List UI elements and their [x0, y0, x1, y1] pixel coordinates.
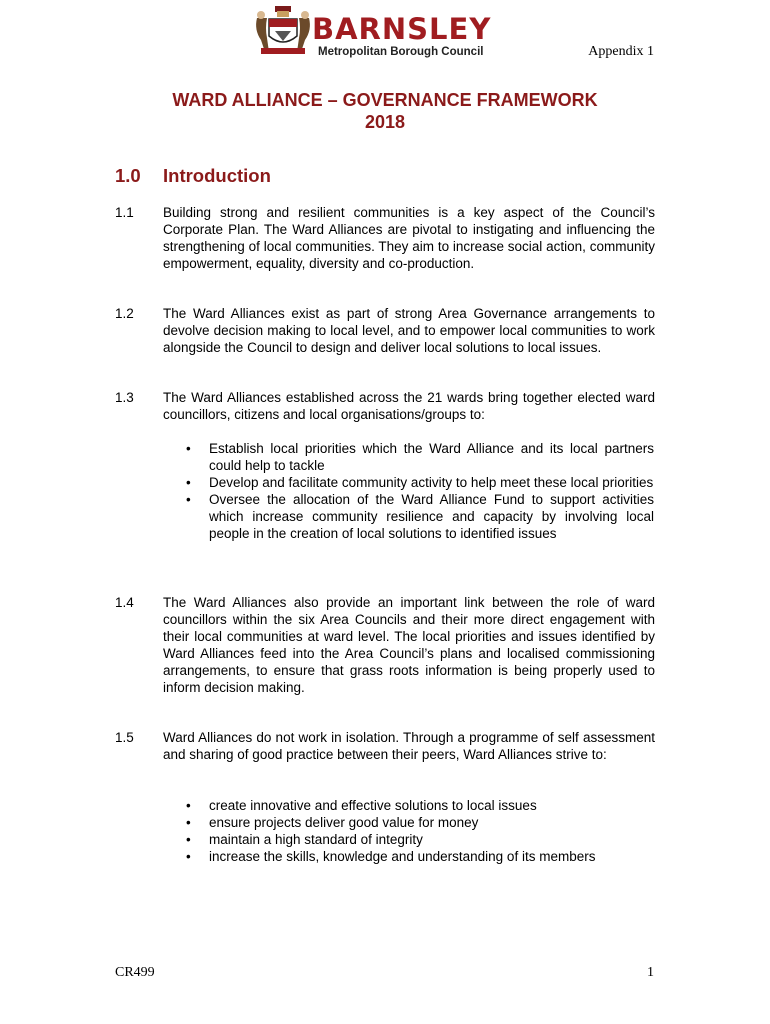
paragraph-number: 1.5: [115, 730, 134, 745]
section-heading: [115, 165, 271, 187]
bullet-list: [186, 797, 654, 865]
paragraph-text: The Ward Alliances also provide an important link between the role of ward councillors within the six Area Councils and their more direct engagement with their local communities at ward level. The local priorities and issues identified by Ward Alliances feed into the Area Council’s plans and localised commissioning arrangements, to ensure that grass roots information is being properly used to inform decision making.: [163, 595, 655, 695]
list-item: • Establish local priorities which the Ward Alliance and its local partners could help to tackle: [186, 440, 654, 474]
paragraph: [115, 305, 655, 356]
paragraph-text: The Ward Alliances established across the 21 wards bring together elected ward councillors, citizens and local organisations/groups to:: [163, 390, 655, 422]
paragraph-text: Ward Alliances do not work in isolation. Through a programme of self assessment and sharing of good practice between their peers, Ward Alliances strive to:: [163, 730, 655, 762]
list-item: • maintain a high standard of integrity: [186, 831, 654, 848]
paragraph-number: 1.4: [115, 595, 134, 610]
list-item: • increase the skills, knowledge and understanding of its members: [186, 848, 654, 865]
paragraph-text: The Ward Alliances exist as part of strong Area Governance arrangements to devolve decision making to local level, and to empower local communities to work alongside the Council to design and deliver local solutions to local issues.: [163, 306, 655, 355]
paragraph: [115, 729, 655, 763]
list-item: • create innovative and effective solutions to local issues: [186, 797, 654, 814]
list-item: • ensure projects deliver good value for money: [186, 814, 654, 831]
page-number: 1: [647, 965, 654, 980]
document-title-line2: 2018: [364, 112, 406, 132]
list-item: • Develop and facilitate community activity to help meet these local priorities: [186, 474, 654, 491]
document-title: [110, 89, 660, 133]
brand-name: BARNSLEY: [312, 12, 492, 46]
paragraph: [115, 594, 655, 696]
paragraph: [115, 389, 655, 423]
paragraph-number: 1.2: [115, 306, 134, 321]
list-item: • Oversee the allocation of the Ward Alliance Fund to support activities which increase community resilience and capacity by involving local people in the creation of local solutions to identified issues: [186, 491, 654, 542]
section-title: Introduction: [163, 165, 271, 186]
appendix-label: Appendix 1: [588, 44, 654, 59]
footer-reference: CR499: [115, 965, 155, 980]
paragraph-number: 1.3: [115, 390, 134, 405]
brand-subtitle: Metropolitan Borough Council: [318, 46, 484, 58]
section-number: 1.0: [115, 165, 141, 186]
document-title-line1: WARD ALLIANCE – GOVERNANCE FRAMEWORK: [172, 90, 598, 110]
bullet-list: [186, 440, 654, 542]
council-crest-logo: [253, 6, 313, 56]
paragraph-text: Building strong and resilient communities is a key aspect of the Council’s Corporate Plan. The Ward Alliances are pivotal to instigating and influencing the strengthening of local communities. They aim to increase social action, community empowerment, equality, diversity and co-production.: [163, 205, 655, 271]
paragraph: [115, 204, 655, 272]
paragraph-number: 1.1: [115, 205, 134, 220]
